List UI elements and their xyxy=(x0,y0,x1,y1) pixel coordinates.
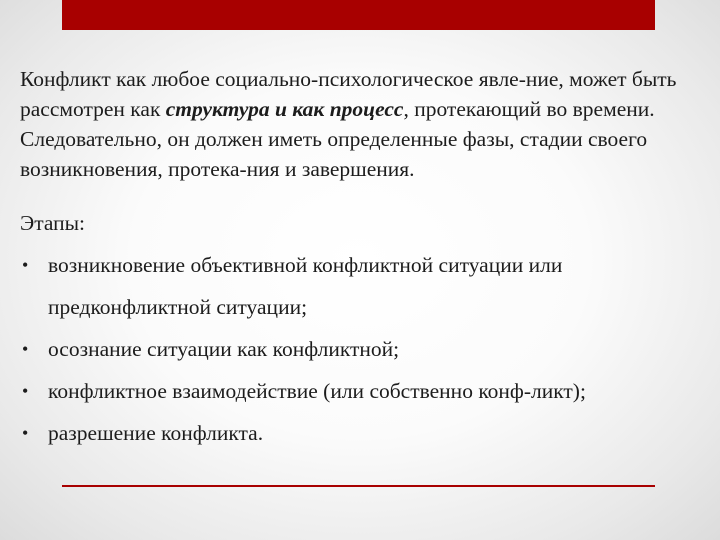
stages-heading: Этапы: xyxy=(20,211,86,235)
stages-list xyxy=(20,244,710,454)
stage-text-3: конфликтное взаимодействие (или собственно конф-ликт); xyxy=(48,379,586,403)
slide-content xyxy=(20,64,710,454)
stage-text-2: осознание ситуации как конфликтной; xyxy=(48,337,400,361)
top-accent-bar xyxy=(62,0,655,30)
stage-text-1: возникновение объективной конфликтной ситуации или предконфликтной ситуации; xyxy=(48,253,563,319)
intro-text-start: Конфликт как любое социально-психологическое явле-ние, может быть рассмотрен как xyxy=(20,67,677,121)
bottom-accent-rule xyxy=(62,485,655,487)
stage-item-3 xyxy=(20,370,710,412)
stage-text-4: разрешение конфликта. xyxy=(48,421,264,445)
stage-item-2 xyxy=(20,328,710,370)
bullet-icon: • xyxy=(22,255,29,275)
stage-item-4 xyxy=(20,412,710,454)
intro-emphasis: структура и как процесс xyxy=(165,97,404,121)
intro-paragraph xyxy=(20,64,710,184)
intro-text-end: , протекающий во времени. Следовательно, он должен иметь определенные фазы, стадии своего возникновения, протека-ния и завершения. xyxy=(20,97,655,181)
bullet-icon: • xyxy=(22,339,29,359)
bullet-icon: • xyxy=(22,381,29,401)
stage-item-1 xyxy=(20,244,710,328)
bullet-icon: • xyxy=(22,423,29,443)
